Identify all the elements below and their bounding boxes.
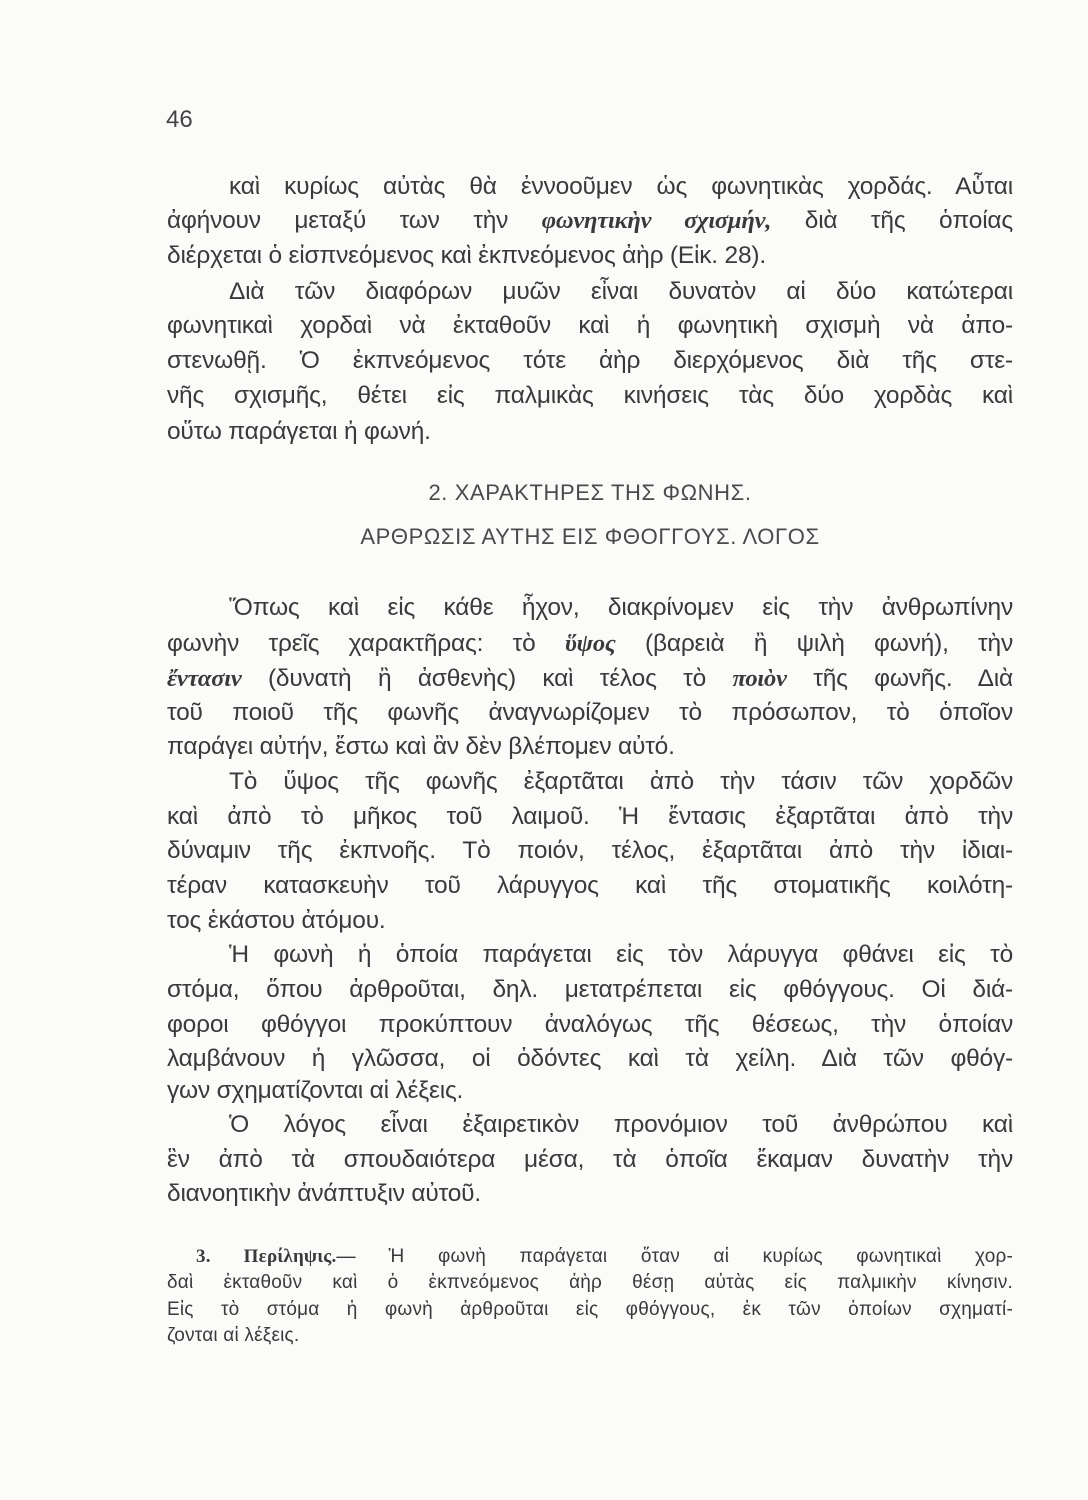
text-line: τος ἑκάστου ἀτόμου.: [167, 907, 386, 934]
summary-line: [196, 1245, 1013, 1269]
text-line: φωνητικαὶ χορδαὶ νὰ ἐκταθοῦν καὶ ἡ φωνητικὴ σχισμὴ νὰ ἀπο-: [167, 312, 1013, 339]
summary-line: ζονται αἱ λέξεις.: [167, 1325, 300, 1346]
text-line: διέρχεται ὁ εἰσπνεόμενος καὶ ἐκπνεόμενος ἀὴρ (Εἰκ. 28).: [167, 242, 766, 269]
text-line: Τὸ ὕψος τῆς φωνῆς ἐξαρτᾶται ἀπὸ τὴν τάσιν τῶν χορδῶν: [229, 768, 1013, 795]
emphasized-term: ποιὸν: [732, 665, 787, 692]
emphasized-term: ἔντασιν: [167, 665, 242, 692]
text-line: [167, 664, 1013, 694]
text-line: [167, 629, 1013, 659]
text-line: τοῦ ποιοῦ τῆς φωνῆς ἀναγνωρίζομεν τὸ πρόσωπον, τὸ ὁποῖον: [167, 699, 1013, 726]
page-number: 46: [166, 106, 193, 133]
text-line: καὶ κυρίως αὐτὰς θὰ ἐννοοῦμεν ὡς φωνητικὰς χορδάς. Αὗται: [229, 173, 1013, 200]
text-line: Ὁ λόγος εἶναι ἐξαιρετικὸν προνόμιον τοῦ ἀνθρώπου καὶ: [229, 1111, 1013, 1138]
text-line: ἓν ἀπὸ τὰ σπουδαιότερα μέσα, τὰ ὁποῖα ἔκαμαν δυνατὴν τὴν: [167, 1146, 1013, 1173]
text-line: τέραν κατασκευὴν τοῦ λάρυγγος καὶ τῆς στοματικῆς κοιλότη-: [167, 872, 1013, 899]
emphasized-term: ὕψος: [564, 630, 616, 657]
text-line: δύναμιν τῆς ἐκπνοῆς. Τὸ ποιόν, τέλος, ἐξαρτᾶται ἀπὸ τὴν ἰδιαι-: [167, 837, 1013, 864]
summary-line: δαὶ ἐκταθοῦν καὶ ὁ ἐκπνεόμενος ἀὴρ θέσῃ αὐτὰς εἰς παλμικὴν κίνησιν.: [167, 1272, 1013, 1293]
section-heading: 2. ΧΑΡΑΚΤΗΡΕΣ ΤΗΣ ΦΩΝΗΣ.: [428, 480, 752, 505]
text-segment: διὰ τῆς ὁποίας: [771, 207, 1014, 234]
text-line: γων σχηματίζονται αἱ λέξεις.: [167, 1077, 464, 1104]
text-line: Ὅπως καὶ εἰς κάθε ἦχον, διακρίνομεν εἰς τὴν ἀνθρωπίνην: [229, 594, 1013, 621]
section-heading: ΑΡΘΡΩΣΙΣ ΑΥΤΗΣ ΕΙΣ ΦΘΟΓΓΟΥΣ. ΛΟΓΟΣ: [360, 524, 820, 549]
text-segment: (δυνατὴ ἢ ἀσθενὴς) καὶ τέλος τὸ: [241, 665, 733, 692]
text-line: παράγει αὐτήν, ἔστω καὶ ἂν δὲν βλέπομεν αὐτό.: [167, 733, 675, 760]
text-line: Ἡ φωνὴ ἡ ὁποία παράγεται εἰς τὸν λάρυγγα φθάνει εἰς τὸ: [229, 941, 1013, 968]
text-line: νῆς σχισμῆς, θέτει εἰς παλμικὰς κινήσεις τὰς δύο χορδὰς καὶ: [167, 382, 1013, 409]
text-segment: Ἡ φωνὴ παράγεται ὅταν αἱ κυρίως φωνητικαὶ χορ-: [388, 1246, 1013, 1267]
emphasized-term: 3. Περίληψις.—: [196, 1246, 389, 1267]
text-segment: ἀφήνουν μεταξύ των τὴν: [167, 207, 542, 234]
summary-line: Εἰς τὸ στόμα ἡ φωνὴ ἀρθροῦται εἰς φθόγγους, ἐκ τῶν ὁποίων σχηματί-: [167, 1299, 1013, 1320]
text-line: στόμα, ὅπου ἀρθροῦται, δηλ. μετατρέπεται εἰς φθόγγους. Οἱ διά-: [167, 976, 1013, 1003]
text-line: [167, 206, 1013, 236]
text-line: στενωθῇ. Ὁ ἐκπνεόμενος τότε ἀὴρ διερχόμενος διὰ τῆς στε-: [167, 347, 1013, 374]
text-segment: (βαρειὰ ἢ ψιλὴ φωνή), τὴν: [615, 630, 1013, 657]
text-line: Διὰ τῶν διαφόρων μυῶν εἶναι δυνατὸν αἱ δύο κατώτεραι: [229, 278, 1013, 305]
text-segment: τῆς φωνῆς. Διὰ: [786, 665, 1013, 692]
text-line: λαμβάνουν ἡ γλῶσσα, οἱ ὀδόντες καὶ τὰ χείλη. Διὰ τῶν φθόγ-: [167, 1045, 1013, 1072]
text-line: φοροι φθόγγοι προκύπτουν ἀναλόγως τῆς θέσεως, τὴν ὁποίαν: [167, 1011, 1013, 1038]
emphasized-term: φωνητικὴν σχισμήν,: [541, 207, 772, 234]
text-line: καὶ ἀπὸ τὸ μῆκος τοῦ λαιμοῦ. Ἡ ἔντασις ἐξαρτᾶται ἀπὸ τὴν: [167, 803, 1013, 830]
text-line: οὕτω παράγεται ἡ φωνή.: [167, 418, 431, 445]
text-line: διανοητικὴν ἀνάπτυξιν αὐτοῦ.: [167, 1180, 481, 1207]
text-segment: φωνὴν τρεῖς χαρακτῆρας: τὸ: [167, 630, 565, 657]
